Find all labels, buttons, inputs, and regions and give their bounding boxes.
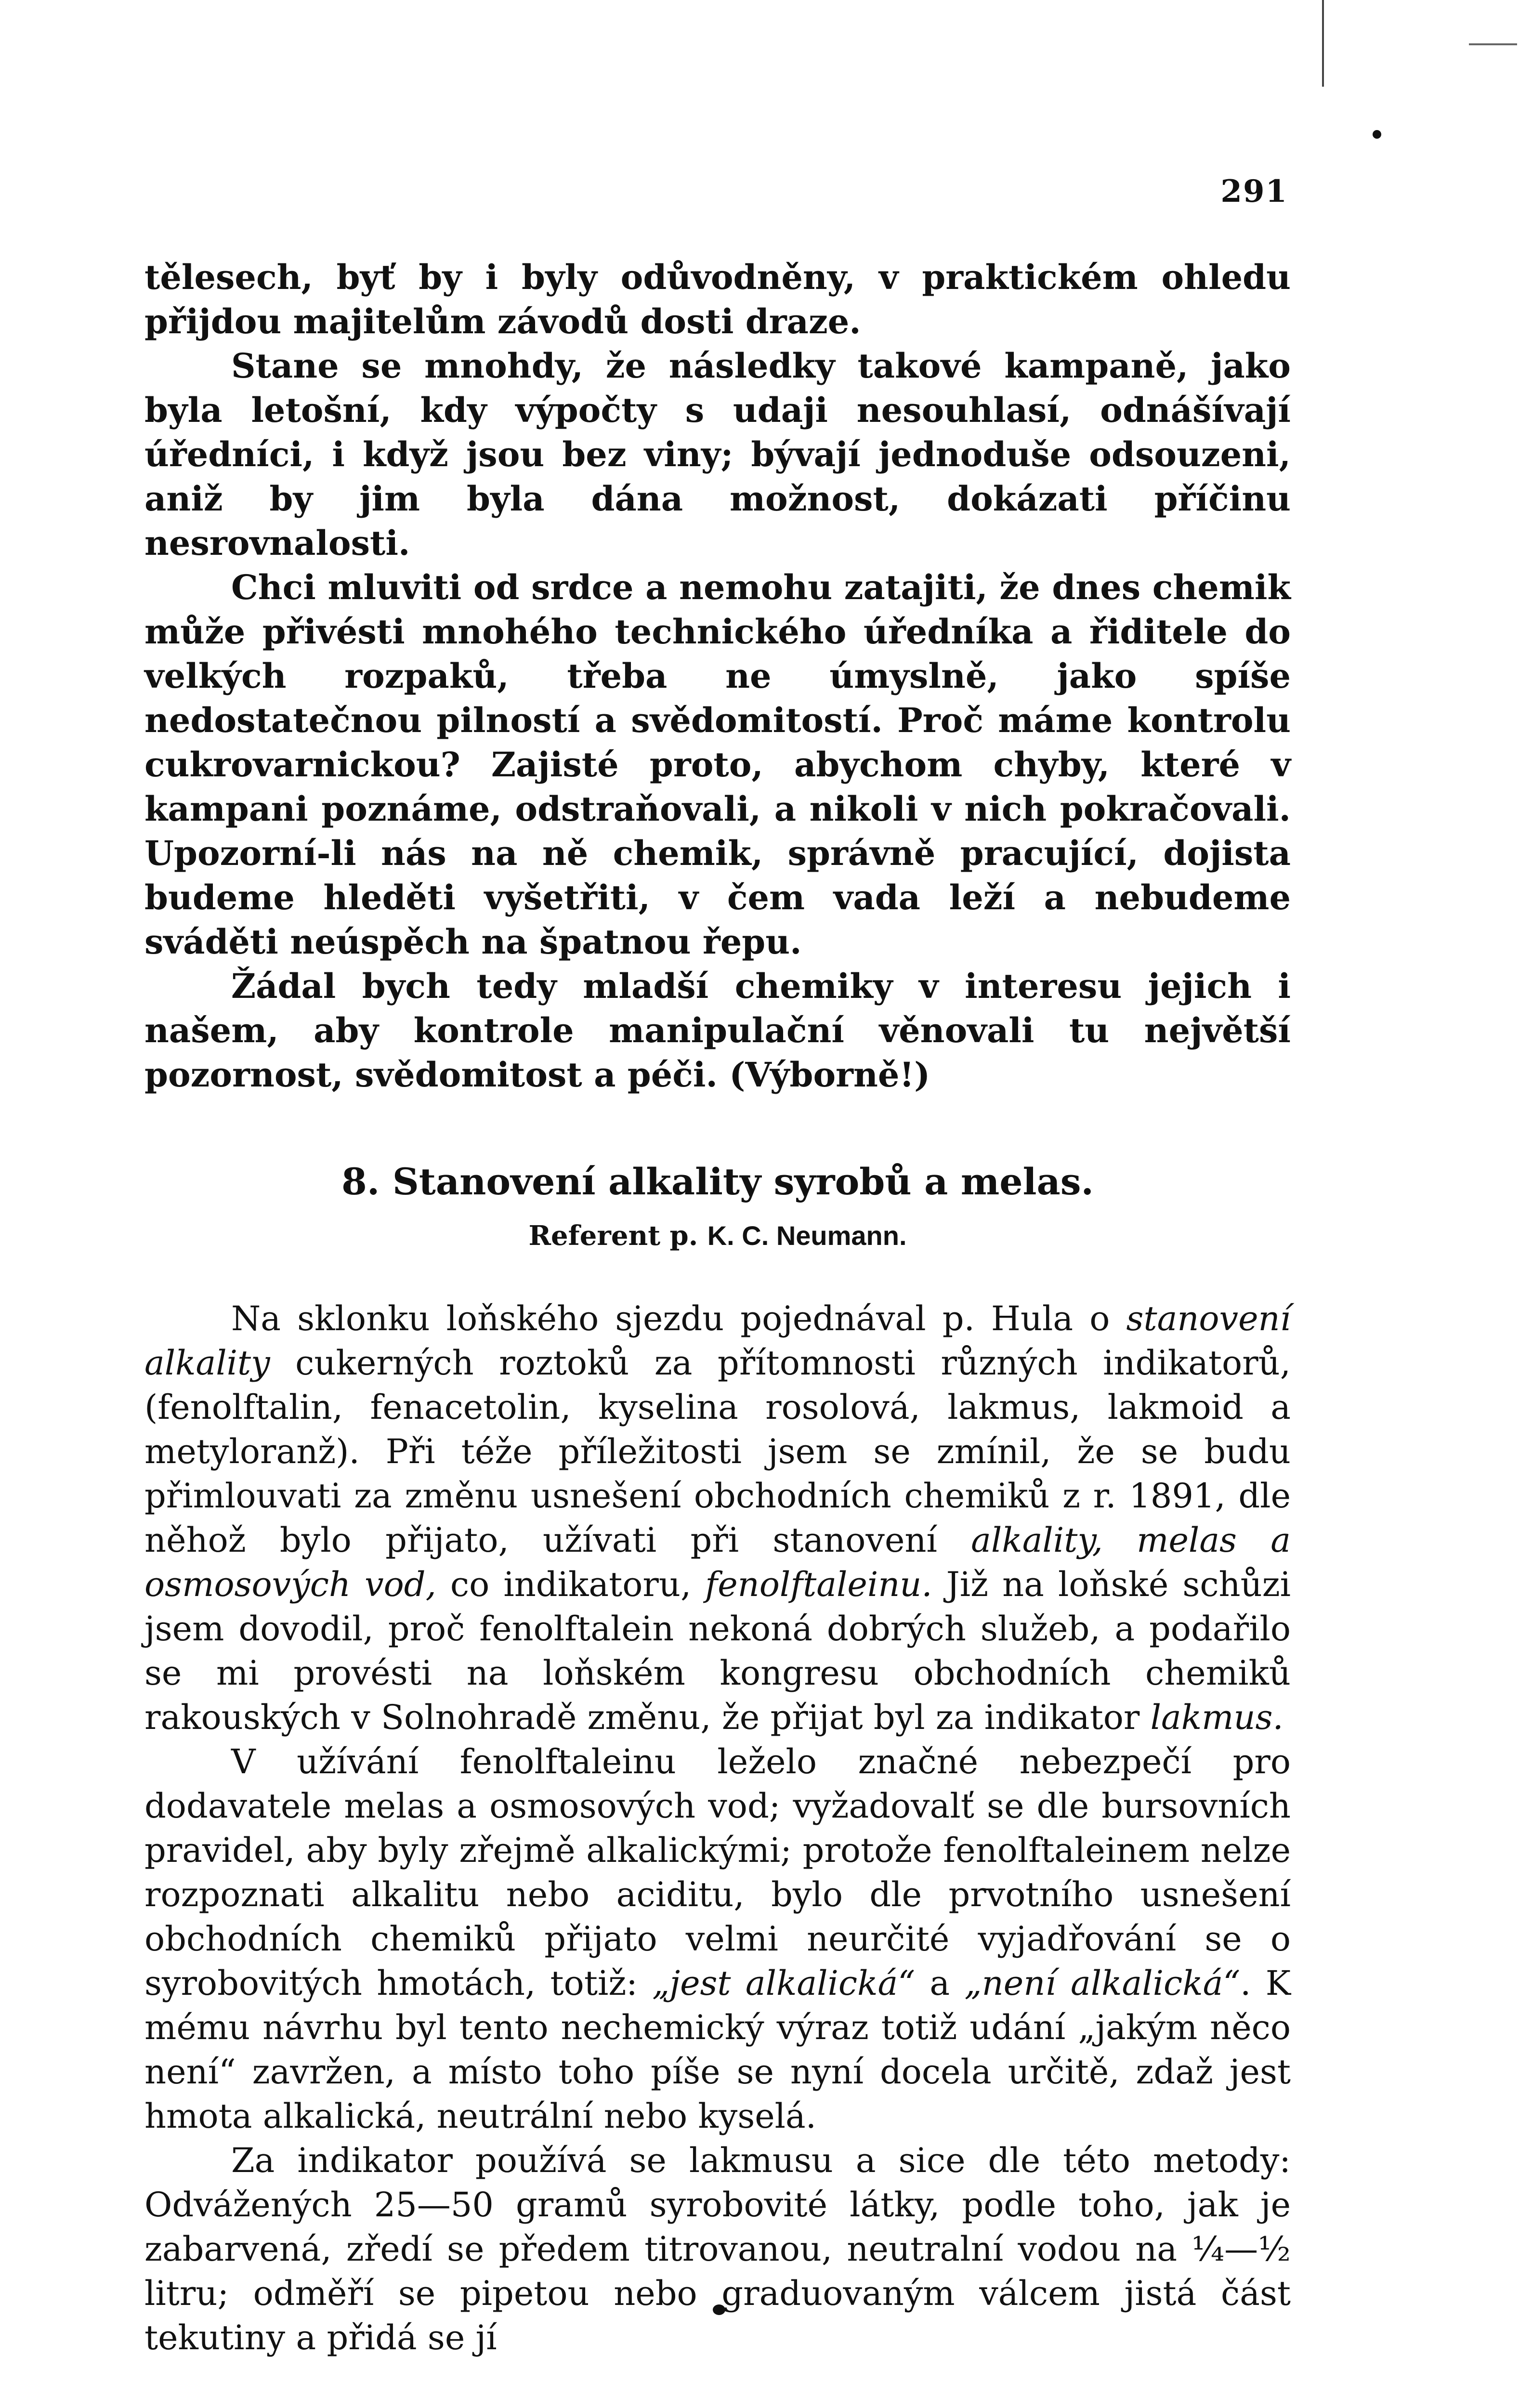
italic-run: fenolftaleinu. [705, 1565, 932, 1604]
scan-speck [1373, 130, 1381, 139]
italic-run: „jest alkalická“ [652, 1963, 916, 2003]
text-run: . K mému návrhu byl tento nechemický výraz totiž udání „jakým něco není“ zavržen, a místo toho píše se nyní docela určitě, zdaž jest hmota alkalická, neutrální nebo kyselá. [144, 1963, 1291, 2136]
paragraph [144, 1740, 1291, 2138]
paragraph: Za indikator používá se lakmusu a sice dle této metody: Odvážených 25—50 gramů syrobovité látky, podle toho, jak je zabarvená, zředí se předem titrovanou, neutralní vodou na ¼—½ litru; odměří se pipetou nebo graduovaným válcem jistá část tekutiny a přidá se jí [144, 2141, 1291, 2357]
italic-run: alkality, melas a osmosových vod, [144, 1520, 1291, 1604]
scan-edge-mark [1322, 0, 1324, 87]
text-run: a [915, 1963, 965, 2003]
referent-label: Referent p. [528, 1220, 698, 1252]
section-heading: 8. Stanovení alkality syrobů a melas. [341, 1160, 1094, 1203]
italic-run: lakmus. [1150, 1698, 1283, 1737]
italic-run: „není alkalická“ [964, 1963, 1241, 2003]
text-run: Na sklonku loňského sjezdu pojednával p. Hula o [231, 1299, 1126, 1338]
italic-run: stanovení alkality [144, 1299, 1291, 1383]
paragraph: tělesech, byť by i byly odůvodněny, v praktickém ohledu přijdou majitelům závodů dosti draze. [144, 257, 1291, 341]
paragraph: Stane se mnohdy, že následky takové kampaně, jako byla letošní, kdy výpočty s udaji nesouhlasí, odnášívají úředníci, i když jsou bez viny; bývají jednoduše odsouzeni, aniž by jim byla dána možnost, dokázati příčinu nesrovnalosti. [144, 346, 1291, 563]
text-run: cukerných roztoků za přítomnosti různých indikatorů, (fenolftalin, fenacetolin, kyselina rosolová, lakmus, lakmoid a metyloranž). Při téže příležitosti jsem se zmínil, že se budu přimlouvati za změnu usnešení obchodních chemiků z r. 1891, dle něhož bylo přijato, užívati při stanovení [144, 1343, 1291, 1560]
paragraph: Žádal bych tedy mladší chemiky v interesu jejich i našem, aby kontrole manipulační věnovali tu největší pozornost, svědomitost a péči. (Výborně!) [144, 966, 1291, 1095]
text-run: Již na loňské schůzi jsem dovodil, proč fenolftalein nekoná dobrých služeb, a podařilo se mi provésti na loňském kongresu obchodních chemiků rakouských v Solnohradě změnu, že přijat byl za indikator [144, 1565, 1291, 1737]
scan-edge-mark [1469, 43, 1517, 45]
referent-name: K. C. Neumann. [707, 1220, 907, 1251]
page-number: 291 [1220, 173, 1288, 209]
paragraph: Chci mluviti od srdce a nemohu zatajiti, že dnes chemik může přivésti mnohého technického úředníka a řiditele do velkých rozpaků, třeba ne úmyslně, jako spíše nedostatečnou pilností a svědomitostí. Proč máme kontrolu cukrovarnickou? Zajisté proto, abychom chyby, které v kampani poznáme, odstraňovali, a nikoli v nich pokračovali. Upozorní-li nás na ně chemik, správně pracující, dojista budeme hleděti vyšetřiti, v čem vada leží a nebudeme sváděti neúspěch na špatnou řepu. [144, 567, 1291, 962]
paragraph [144, 1296, 1291, 1740]
referent-line [144, 1214, 1291, 1258]
page-text [144, 255, 1291, 2360]
text-run: V užívání fenolftaleinu leželo značné nebezpečí pro dodavatele melas a osmosových vod; vyžadovalť se dle bursovních pravidel, aby byly zřejmě alkalickými; protože fenolftaleinem nelze rozpoznati alkalitu nebo aciditu, bylo dle prvotního usnešení obchodních chemiků přijato velmi neurčité vyjadřování se o syrobovitých hmotách, totiž: [144, 1742, 1291, 2003]
text-run: co indikatoru, [436, 1565, 706, 1604]
